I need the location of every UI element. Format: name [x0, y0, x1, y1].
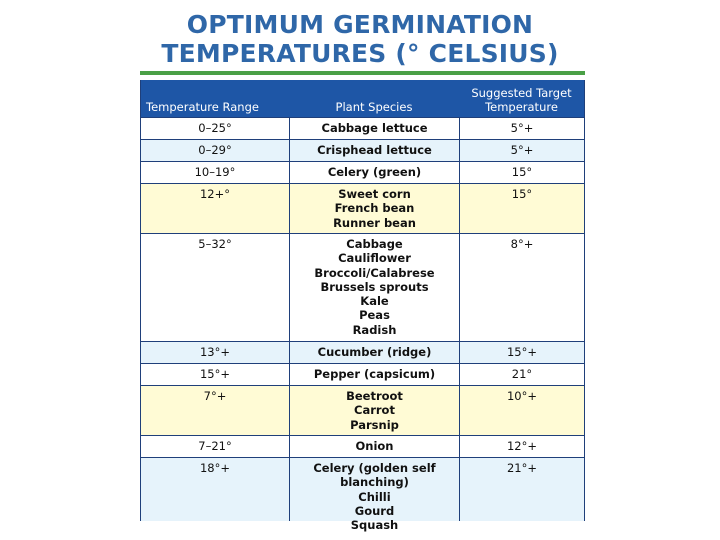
header-range: Temperature Range	[146, 100, 259, 114]
plant-species-cell	[289, 234, 459, 341]
table-row	[141, 363, 584, 385]
table-row	[141, 385, 584, 435]
table-row	[141, 233, 584, 341]
plant-species-cell	[289, 342, 459, 363]
plant-species-main: Cabbage	[346, 237, 403, 251]
temperature-range-cell: 7°+	[203, 389, 227, 403]
target-temperature-cell: 12°+	[459, 436, 584, 457]
table-row	[141, 435, 584, 457]
plant-species-item: Cauliflower	[338, 251, 411, 266]
plant-species-cell	[289, 184, 459, 233]
plant-species-cell	[289, 162, 459, 183]
plant-species-item: Brussels sprouts	[320, 279, 429, 294]
target-temperature-cell: 21°+	[459, 458, 584, 521]
plant-species-cell	[289, 386, 459, 435]
plant-species-cell	[289, 364, 459, 385]
table-header	[141, 80, 584, 117]
temperature-range-cell: 10–19°	[194, 165, 236, 179]
title-line-2: TEMPERATURES (° CELSIUS)	[161, 39, 559, 68]
plant-species-cell	[289, 140, 459, 161]
temperature-range-cell: 18°+	[199, 461, 231, 475]
plant-species-cell	[289, 458, 459, 533]
plant-species-main: Cucumber (ridge)	[317, 345, 432, 359]
page-title	[0, 10, 720, 68]
table-row	[141, 161, 584, 183]
plant-species-item: Carrot	[354, 403, 395, 418]
header-species: Plant Species	[335, 100, 413, 114]
target-temperature-cell: 5°+	[459, 118, 584, 139]
plant-species-item: Kale	[360, 294, 389, 309]
plant-species-main: Beetroot	[346, 389, 403, 403]
header-target-line-1: Suggested Target	[471, 86, 572, 100]
plant-species-item: Radish	[352, 322, 397, 337]
temperature-range-cell: 5–32°	[198, 237, 232, 251]
target-temperature-cell: 15°+	[459, 342, 584, 363]
temperature-range-cell: 13°+	[199, 345, 231, 359]
table-row	[141, 117, 584, 139]
temperature-range-cell: 0–25°	[198, 121, 232, 135]
plant-species-item: Gourd	[354, 503, 395, 518]
plant-species-main: Pepper (capsicum)	[313, 367, 436, 381]
temperature-range-cell: 0–29°	[198, 143, 232, 157]
target-temperature-cell: 8°+	[459, 234, 584, 341]
plant-species-item: Squash	[350, 518, 399, 533]
table-row	[141, 457, 584, 533]
plant-species-item: Parsnip	[350, 417, 399, 432]
title-line-1: OPTIMUM GERMINATION	[186, 10, 534, 39]
plant-species-main: Celery (green)	[327, 165, 422, 179]
table-row	[141, 183, 584, 233]
table-body	[141, 117, 584, 533]
plant-species-main: Crisphead lettuce	[317, 143, 432, 157]
temperature-range-cell: 12+°	[199, 187, 231, 201]
target-temperature-cell: 15°	[459, 184, 584, 233]
title-divider	[140, 71, 585, 75]
table-row	[141, 139, 584, 161]
plant-species-cell	[289, 118, 459, 139]
target-temperature-cell: 5°+	[459, 140, 584, 161]
germination-table	[140, 80, 585, 533]
table-row	[141, 341, 584, 363]
plant-species-main: Sweet corn	[338, 187, 411, 201]
target-temperature-cell: 21°	[459, 364, 584, 385]
plant-species-item: Runner bean	[333, 215, 416, 230]
plant-species-item: Peas	[359, 308, 390, 323]
target-temperature-cell: 10°+	[459, 386, 584, 435]
temperature-range-cell: 15°+	[199, 367, 231, 381]
plant-species-main: Celery (golden self blanching)	[313, 461, 436, 490]
header-target-line-2: Temperature	[485, 100, 558, 114]
plant-species-item: Chilli	[358, 489, 391, 504]
temperature-range-cell: 7–21°	[198, 439, 232, 453]
header-target	[459, 86, 584, 117]
target-temperature-cell: 15°	[459, 162, 584, 183]
plant-species-main: Onion	[355, 439, 394, 453]
plant-species-main: Cabbage lettuce	[321, 121, 428, 135]
plant-species-item: French bean	[334, 201, 415, 216]
plant-species-cell	[289, 436, 459, 457]
plant-species-item: Broccoli/Calabrese	[314, 265, 435, 280]
